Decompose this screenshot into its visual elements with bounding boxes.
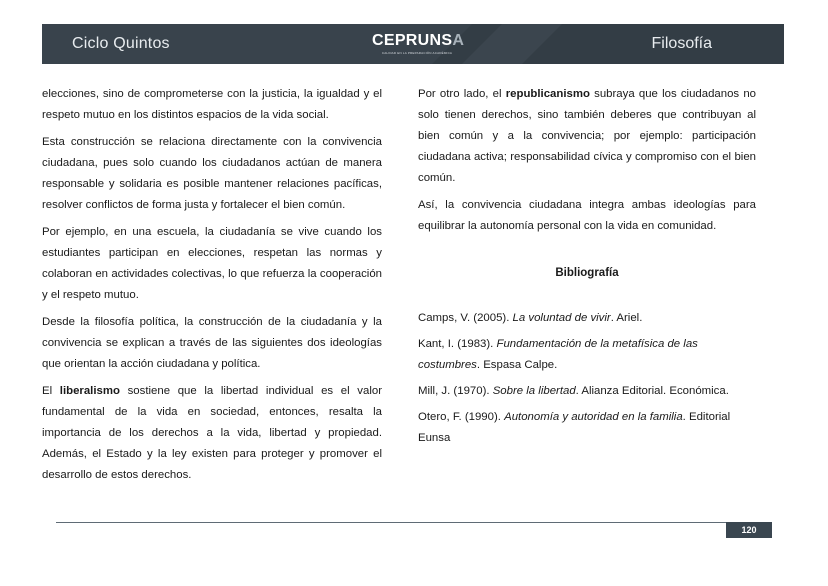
ceprunsa-logo <box>372 32 465 55</box>
footer-divider <box>56 522 726 523</box>
paragraph-republicanismo <box>418 84 756 189</box>
ref-title: Fundamentación de la metafísica de las costumbres <box>418 338 698 371</box>
paragraph: Esta construcción se relaciona directamente con la convivencia ciudadana, pues solo cuando los ciudadanos actúan de manera responsable y solidaria es posible mantener relaciones pacíficas, resolver conflictos de forma justa y fortalecer el bien común. <box>42 136 382 211</box>
text-run: El <box>42 385 60 397</box>
paragraph: Desde la filosofía política, la construcción de la ciudadanía y la convivencia se explican a través de las siguientes dos ideologías que orientan la acción ciudadana y política. <box>42 316 382 370</box>
logo-text-main: CEPRUNS <box>372 32 453 49</box>
subject-label: Filosofía <box>651 35 712 52</box>
term-republicanismo: republicanismo <box>505 88 590 100</box>
logo-tagline: CALIDAD EN LA PREPARACIÓN ACADÉMICA <box>381 51 453 55</box>
bibliography-entry <box>418 407 756 449</box>
bibliography-title: Bibliografía <box>555 267 619 279</box>
paragraph: Por ejemplo, en una escuela, la ciudadanía se vive cuando los estudiantes participan en elecciones, respetan las normas y colaboran en actividades colectivas, lo que refuerza la cooperación y el respeto mutuo. <box>42 226 382 301</box>
text-run: subraya que los ciudadanos no solo tienen derechos, sino también deberes que contribuyan al bien común y a la convivencia; por ejemplo: participación ciudadana activa; responsabilidad cívica y compromiso con el bien común. <box>418 88 756 184</box>
logo-text-accent: A <box>452 32 465 49</box>
ref-title: La voluntad de vivir <box>512 312 611 324</box>
bibliography-entry <box>418 381 756 402</box>
text-run: sostiene que la libertad individual es el valor fundamental de la vida en sociedad, entonces, resalta la importancia de los derechos a la vida, libertad y propiedad. Además, el Estado y la ley existen para proteger y promover el desarrollo de estos derechos. <box>42 385 382 481</box>
left-column <box>42 84 382 492</box>
bibliography-list <box>418 308 756 449</box>
ref-author: Camps, V. (2005). <box>418 312 513 324</box>
page-header <box>42 24 784 64</box>
paragraph-liberalismo <box>42 381 382 486</box>
paragraph: elecciones, sino de comprometerse con la justicia, la igualdad y el respeto mutuo en los distintos espacios de la vida social. <box>42 88 382 121</box>
ref-author: Kant, I. (1983). <box>418 338 497 350</box>
ref-author: Otero, F. (1990). <box>418 411 505 423</box>
right-column <box>418 84 756 454</box>
ref-title: Sobre la libertad <box>492 385 576 397</box>
ref-title: Autonomía y autoridad en la familia <box>504 411 683 423</box>
page-number-badge: 120 <box>726 522 772 538</box>
term-liberalismo: liberalismo <box>59 385 120 397</box>
ref-publisher: . Ariel. <box>610 312 643 324</box>
ref-publisher: . Espasa Calpe. <box>476 359 558 371</box>
ref-author: Mill, J. (1970). <box>418 385 493 397</box>
ref-publisher: . Editorial Eunsa <box>418 411 731 444</box>
ref-publisher: . Alianza Editorial. Económica. <box>575 385 729 397</box>
bibliography-entry <box>418 334 756 376</box>
cycle-label: Ciclo Quintos <box>72 35 170 52</box>
paragraph: Así, la convivencia ciudadana integra ambas ideologías para equilibrar la autonomía personal con la vida en comunidad. <box>418 199 756 232</box>
text-run: Por otro lado, el <box>418 88 506 100</box>
bibliography-entry <box>418 308 756 329</box>
